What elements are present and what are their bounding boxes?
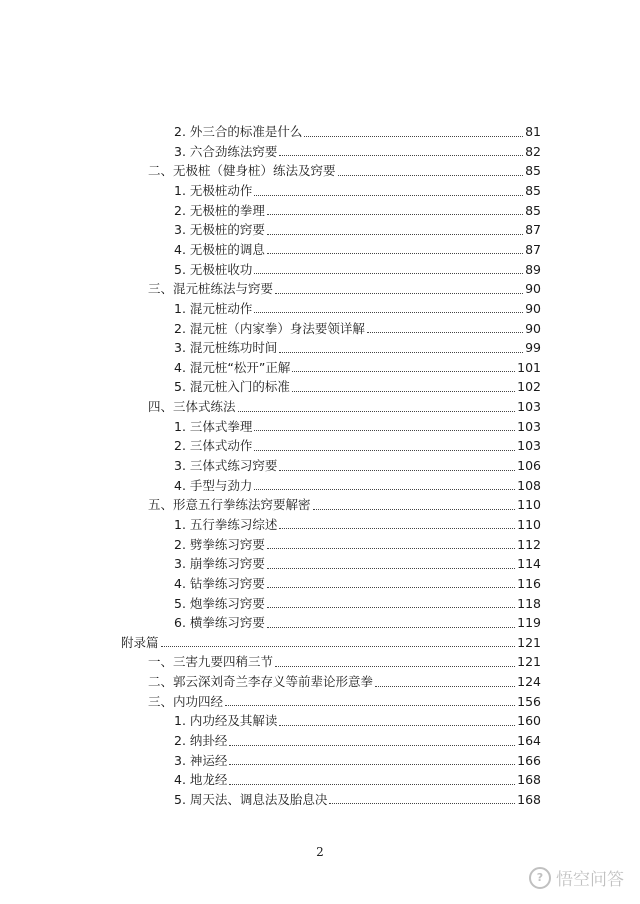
- toc-entry-title: 2. 三体式动作: [174, 438, 253, 454]
- toc-entry[interactable]: [174, 338, 541, 358]
- watermark: [529, 865, 624, 890]
- toc-entry-title: 3. 六合劲练法窍要: [174, 143, 278, 159]
- toc-entry-page: 87: [525, 222, 541, 238]
- toc-entry[interactable]: [174, 201, 541, 221]
- toc-entry[interactable]: [174, 790, 541, 810]
- toc-entry[interactable]: [174, 613, 541, 633]
- toc-entry-page: 102: [517, 379, 541, 395]
- dot-leader: [304, 136, 523, 137]
- watermark-text: 悟空问答: [556, 870, 624, 890]
- toc-entry[interactable]: [174, 751, 541, 771]
- dot-leader: [238, 411, 516, 412]
- toc-entry-page: 103: [517, 399, 541, 415]
- toc-entry[interactable]: [174, 711, 541, 731]
- toc-entry[interactable]: [148, 692, 541, 712]
- toc-entry-title: 3. 神运经: [174, 752, 228, 768]
- page-number: 2: [316, 845, 324, 859]
- toc-entry-page: 168: [517, 772, 541, 788]
- toc-entry-title: 四、三体式练法: [148, 399, 236, 415]
- toc-entry-page: 103: [517, 418, 541, 434]
- toc-entry[interactable]: [174, 476, 541, 496]
- toc-entry-page: 106: [517, 458, 541, 474]
- toc-entry-title: 2. 纳卦经: [174, 733, 228, 748]
- dot-leader: [375, 686, 515, 687]
- dot-leader: [267, 607, 515, 608]
- dot-leader: [279, 155, 523, 156]
- wukong-logo-icon: ?: [529, 867, 551, 889]
- toc-entry-title: 附录篇: [121, 634, 159, 650]
- toc-entry-title: 1. 五行拳练习综述: [174, 516, 278, 532]
- dot-leader: [267, 253, 523, 254]
- toc-entry[interactable]: [174, 770, 541, 790]
- toc-entry-title: 2. 混元桩（内家拳）身法要领详解: [174, 320, 365, 336]
- toc-entry-title: 4. 手型与劲力: [174, 477, 253, 493]
- toc-entry-page: 85: [525, 183, 541, 199]
- toc-entry-title: 4. 无极桩的调息: [174, 241, 265, 257]
- dot-leader: [254, 312, 523, 313]
- dot-leader: [267, 548, 515, 549]
- toc-entry[interactable]: [174, 142, 541, 162]
- toc-entry-page: 90: [525, 300, 541, 316]
- dot-leader: [229, 764, 515, 765]
- dot-leader: [292, 391, 515, 392]
- toc-entry-page: 99: [525, 340, 541, 356]
- toc-entry-page: 118: [517, 595, 541, 611]
- dot-leader: [275, 666, 515, 667]
- toc-entry-title: 4. 钻拳练习窍要: [174, 575, 265, 591]
- toc-entry-page: 160: [517, 713, 541, 729]
- toc-entry-page: 81: [525, 124, 541, 140]
- toc-entry-title: 5. 炮拳练习窍要: [174, 595, 265, 611]
- dot-leader: [292, 371, 515, 372]
- toc-entry-title: 4. 地龙经: [174, 772, 228, 788]
- toc-entry[interactable]: [174, 554, 541, 574]
- toc-entry-title: 4. 混元桩“松开”正解: [174, 359, 291, 375]
- dot-leader: [338, 175, 524, 176]
- toc-entry-title: 2. 无极桩的拳理: [174, 202, 265, 218]
- toc-entry[interactable]: [174, 515, 541, 535]
- toc-entry[interactable]: [174, 417, 541, 437]
- toc-entry-page: 119: [517, 615, 541, 631]
- toc-entry-title: 二、郭云深刘奇兰李存义等前辈论形意拳: [148, 674, 374, 690]
- toc-entry[interactable]: [174, 220, 541, 240]
- toc-entry-title: 一、三害九要四稍三节: [148, 654, 274, 670]
- toc-entry-page: 101: [517, 359, 541, 375]
- toc-entry-title: 三、混元桩练法与窍要: [148, 281, 274, 297]
- dot-leader: [279, 470, 515, 471]
- toc-entry[interactable]: [148, 495, 541, 515]
- toc-entry-page: 114: [517, 556, 541, 572]
- toc-entry-page: 166: [517, 752, 541, 768]
- dot-leader: [161, 646, 516, 647]
- dot-leader: [279, 352, 523, 353]
- toc-entry-page: 124: [517, 674, 541, 690]
- toc-entry-page: 89: [525, 261, 541, 277]
- dot-leader: [254, 450, 515, 451]
- dot-leader: [229, 745, 515, 746]
- toc-entry[interactable]: [174, 358, 541, 378]
- dot-leader: [254, 273, 523, 274]
- toc-entry-page: 110: [517, 516, 541, 532]
- toc-entry[interactable]: [174, 731, 541, 751]
- dot-leader: [313, 509, 516, 510]
- toc-entry-page: 85: [525, 163, 541, 179]
- toc-entry-title: 5. 周天法、调息法及胎息决: [174, 791, 328, 807]
- dot-leader: [254, 489, 515, 490]
- toc-entry-title: 1. 无极桩动作: [174, 183, 253, 199]
- toc-entry-page: 112: [517, 536, 541, 552]
- toc-entry-page: 108: [517, 477, 541, 493]
- toc-entry-title: 3. 无极桩的窍要: [174, 222, 265, 238]
- toc-entry[interactable]: [148, 672, 541, 692]
- toc-entry-title: 5. 混元桩入门的标准: [174, 379, 290, 395]
- toc-entry[interactable]: [121, 633, 541, 653]
- toc-entry-page: 164: [517, 733, 541, 748]
- dot-leader: [279, 725, 515, 726]
- toc-entry-title: 3. 混元桩练功时间: [174, 340, 278, 356]
- toc-entry[interactable]: [148, 397, 541, 417]
- toc-entry-page: 121: [517, 634, 541, 650]
- toc-entry[interactable]: [174, 181, 541, 201]
- toc-entry-page: 168: [517, 791, 541, 807]
- toc-entry[interactable]: [174, 122, 541, 142]
- dot-leader: [267, 587, 515, 588]
- toc-entry[interactable]: [174, 456, 541, 476]
- toc-entry-title: 6. 横拳练习窍要: [174, 615, 265, 631]
- toc-entry[interactable]: [148, 652, 541, 672]
- toc-entry[interactable]: [148, 161, 541, 181]
- dot-leader: [267, 234, 523, 235]
- toc-entry[interactable]: [174, 436, 541, 456]
- toc-entry-page: 121: [517, 654, 541, 670]
- dot-leader: [329, 803, 515, 804]
- toc-entry-title: 1. 三体式拳理: [174, 418, 253, 434]
- toc-entry-page: 156: [517, 693, 541, 709]
- toc-entry-title: 1. 混元桩动作: [174, 300, 253, 316]
- table-of-contents: [0, 122, 640, 809]
- dot-leader: [267, 214, 523, 215]
- toc-entry-title: 1. 内功经及其解读: [174, 713, 278, 729]
- dot-leader: [229, 784, 515, 785]
- dot-leader: [254, 195, 523, 196]
- dot-leader: [225, 705, 515, 706]
- toc-entry-title: 2. 外三合的标准是什么: [174, 124, 303, 140]
- dot-leader: [279, 528, 515, 529]
- toc-entry-title: 五、形意五行拳练法窍要解密: [148, 497, 311, 513]
- dot-leader: [254, 430, 515, 431]
- toc-entry[interactable]: [174, 574, 541, 594]
- toc-entry-page: 82: [525, 143, 541, 159]
- toc-entry-title: 三、内功四经: [148, 693, 224, 709]
- toc-entry-title: 3. 崩拳练习窍要: [174, 556, 265, 572]
- dot-leader: [367, 332, 523, 333]
- toc-entry[interactable]: [174, 377, 541, 397]
- toc-entry-title: 二、无极桩（健身桩）练法及窍要: [148, 163, 336, 179]
- toc-entry[interactable]: [174, 299, 541, 319]
- toc-entry[interactable]: [148, 279, 541, 299]
- toc-entry-page: 85: [525, 202, 541, 218]
- toc-entry-page: 87: [525, 241, 541, 257]
- toc-entry-page: 116: [517, 575, 541, 591]
- dot-leader: [275, 293, 523, 294]
- toc-entry[interactable]: [174, 318, 541, 338]
- toc-entry[interactable]: [174, 593, 541, 613]
- dot-leader: [267, 568, 515, 569]
- toc-entry-title: 3. 三体式练习窍要: [174, 458, 278, 474]
- toc-entry-title: 2. 劈拳练习窍要: [174, 536, 265, 552]
- toc-entry-page: 110: [517, 497, 541, 513]
- toc-entry[interactable]: [174, 259, 541, 279]
- toc-entry-page: 90: [525, 320, 541, 336]
- toc-entry[interactable]: [174, 534, 541, 554]
- dot-leader: [267, 627, 515, 628]
- toc-entry[interactable]: [174, 240, 541, 260]
- toc-entry-page: 103: [517, 438, 541, 454]
- toc-entry-title: 5. 无极桩收功: [174, 261, 253, 277]
- toc-entry-page: 90: [525, 281, 541, 297]
